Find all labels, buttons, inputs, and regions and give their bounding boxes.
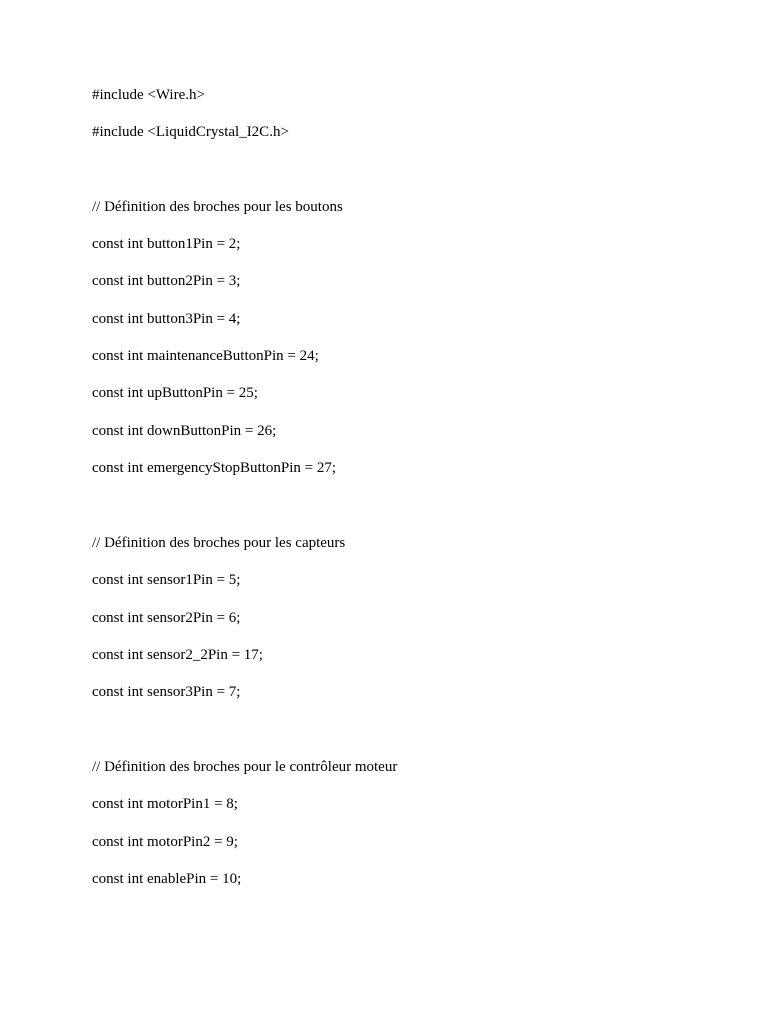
enable-pin-line: const int enablePin = 10;	[92, 871, 242, 887]
motor-pin2-line: const int motorPin2 = 9;	[92, 834, 238, 850]
sensor2-pin-line: const int sensor2Pin = 6;	[92, 610, 241, 626]
comment-sensors-line: // Définition des broches pour les capteurs	[92, 535, 346, 551]
include-lcd-line: #include <LiquidCrystal_I2C.h>	[92, 124, 289, 140]
sensor2-2-pin-line: const int sensor2_2Pin = 17;	[92, 647, 263, 663]
maintenance-button-pin-line: const int maintenanceButtonPin = 24;	[92, 348, 319, 364]
button1-pin-line: const int button1Pin = 2;	[92, 236, 241, 252]
sensor1-pin-line: const int sensor1Pin = 5;	[92, 572, 241, 588]
button2-pin-line: const int button2Pin = 3;	[92, 273, 241, 289]
include-wire-line: #include <Wire.h>	[92, 87, 205, 103]
up-button-pin-line: const int upButtonPin = 25;	[92, 385, 258, 401]
down-button-pin-line: const int downButtonPin = 26;	[92, 423, 277, 439]
sensor3-pin-line: const int sensor3Pin = 7;	[92, 684, 241, 700]
comment-motor-line: // Définition des broches pour le contrôleur moteur	[92, 759, 398, 775]
emergency-stop-pin-line: const int emergencyStopButtonPin = 27;	[92, 460, 337, 476]
button3-pin-line: const int button3Pin = 4;	[92, 311, 241, 327]
motor-pin1-line: const int motorPin1 = 8;	[92, 796, 238, 812]
comment-buttons-line: // Définition des broches pour les boutons	[92, 199, 343, 215]
